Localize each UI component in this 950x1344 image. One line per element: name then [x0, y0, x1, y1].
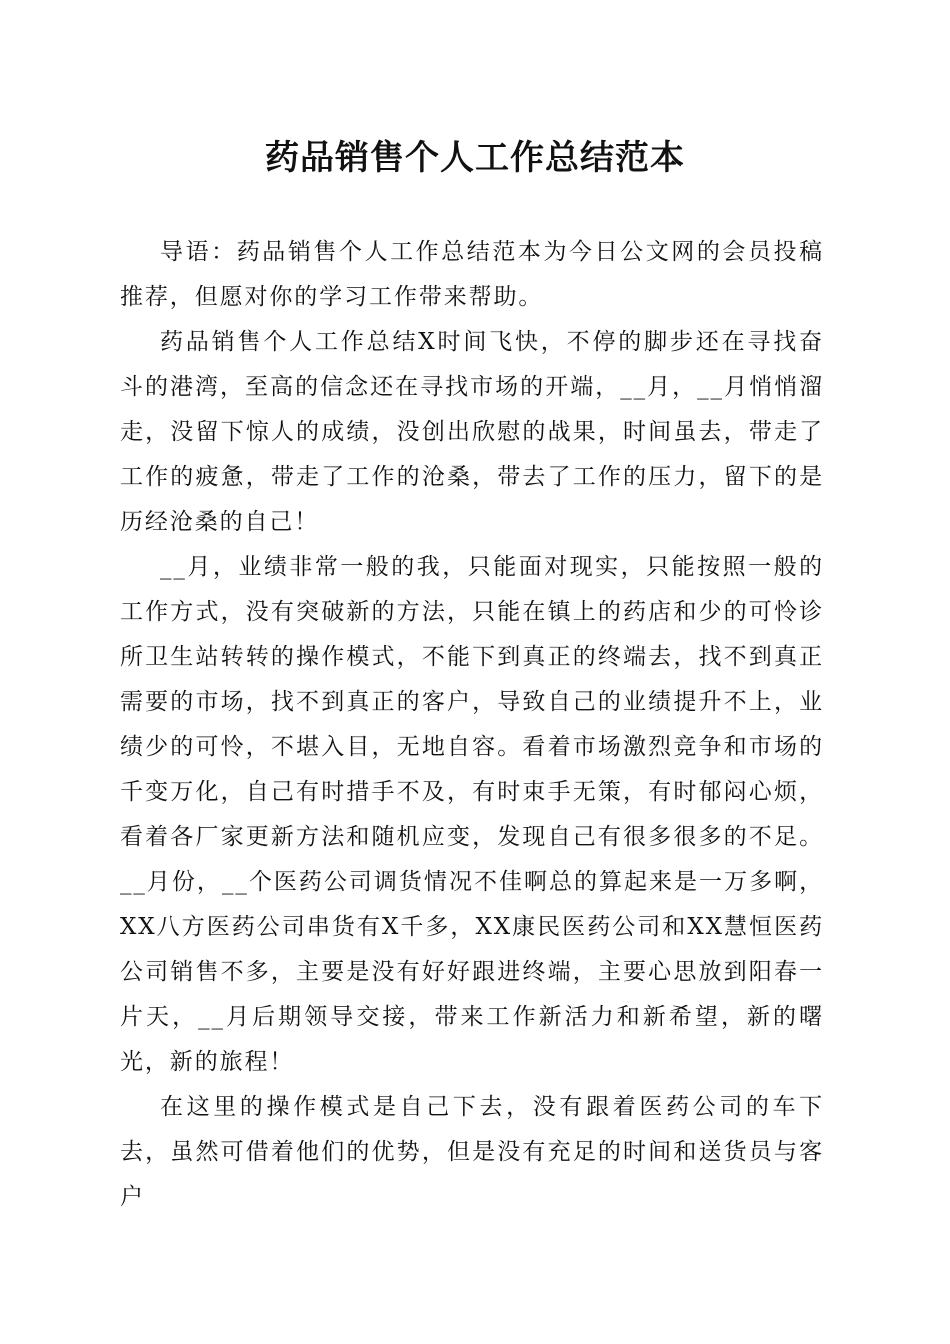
paragraph-performance: __月，业绩非常一般的我，只能面对现实，只能按照一般的工作方式，没有突破新的方法，只能在镇上的药店和少的可怜诊所卫生站转转的操作模式，不能下到真正的终端去，找不到真正需要的市场，找不到真正的客户，导致自己的业绩提升不上，业绩少的可怜，不堪入目，无地自容。看着市场激烈竞争和市场的千变万化，自己有时措手不及，有时束手无策，有时郁闷心烦，看着各厂家更新方法和随机应变，发现自己有很多很多的不足。__月份，__个医药公司调货情况不佳啊总的算起来是一万多啊，XX八方医药公司串货有X千多，XX康民医药公司和XX慧恒医药公司销售不多，主要是没有好好跟进终端，主要心思放到阳春一片天，__月后期领导交接，带来工作新活力和新希望，新的曙光，新的旅程！ [120, 554, 824, 1075]
document-body [120, 230, 824, 1220]
paragraph-operation-mode: 在这里的操作模式是自己下去，没有跟着医药公司的车下去，虽然可借着他们的优势，但是没有充足的时间和送货员与客户 [120, 1094, 824, 1210]
paragraph-intro: 导语：药品销售个人工作总结范本为今日公文网的会员投稿推荐，但愿对你的学习工作带来帮助。 [120, 239, 824, 310]
document-title: 药品销售个人工作总结范本 [265, 138, 685, 178]
paragraph-time-flies: 药品销售个人工作总结X时间飞快，不停的脚步还在寻找奋斗的港湾，至高的信念还在寻找市场的开端，__月，__月悄悄溜走，没留下惊人的成绩，没创出欣慰的战果，时间虽去，带走了工作的疲惫，带走了工作的沧桑，带去了工作的压力，留下的是历经沧桑的自己！ [120, 329, 824, 535]
